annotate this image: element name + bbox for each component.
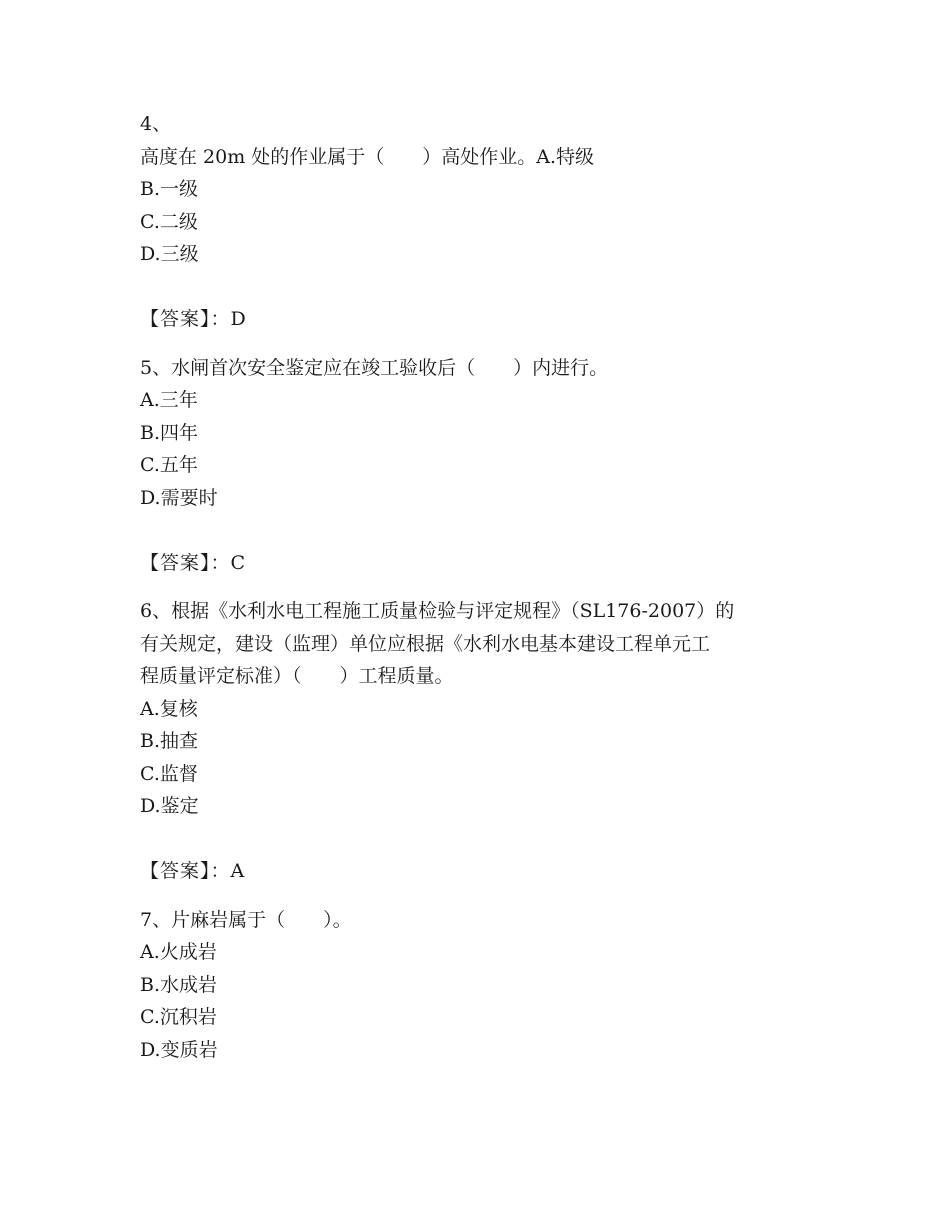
question-4 [140, 108, 820, 352]
option-d: D.变质岩 [140, 1038, 218, 1061]
option-b: B.四年 [140, 421, 199, 444]
question-stem: 7、片麻岩属于（ ）。 [140, 908, 352, 931]
option-b: B.一级 [140, 178, 199, 200]
answer-key: 【答案】：D [140, 308, 247, 330]
option-d: D.需要时 [140, 486, 218, 509]
option-c: C.五年 [140, 454, 198, 476]
question-stem-line-1: 6、根据《水利水电工程施工质量检验与评定规程》（SL176-2007）的 [140, 600, 735, 622]
option-d: D.鉴定 [140, 795, 199, 817]
option-b: B.抽查 [140, 730, 199, 752]
question-stem-line-2: 有关规定，建设（监理）单位应根据《水利水电基本建设工程单元工 [140, 632, 711, 655]
option-a: A.复核 [140, 697, 198, 720]
answer-key: 【答案】：C [140, 551, 247, 574]
option-c: C.二级 [140, 210, 198, 233]
question-stem-line-3: 程质量评定标准）（ ）工程质量。 [140, 665, 454, 687]
question-6 [140, 595, 820, 904]
option-b: B.水成岩 [140, 973, 218, 996]
question-stem: 5、水闸首次安全鉴定应在竣工验收后（ ）内进行。 [140, 356, 609, 379]
option-c: C.沉积岩 [140, 1006, 217, 1028]
option-d: D.三级 [140, 243, 199, 265]
document-page [140, 108, 820, 1066]
question-number: 4、 [140, 113, 172, 135]
option-c: C.监督 [140, 762, 198, 785]
option-a: A.火成岩 [140, 941, 217, 963]
question-stem: 高度在 20m 处的作业属于（ ）高处作业。A.特级 [140, 145, 595, 168]
answer-key: 【答案】：A [140, 860, 246, 882]
option-a: A.三年 [140, 389, 198, 411]
question-5 [140, 352, 820, 596]
question-7 [140, 904, 820, 1067]
